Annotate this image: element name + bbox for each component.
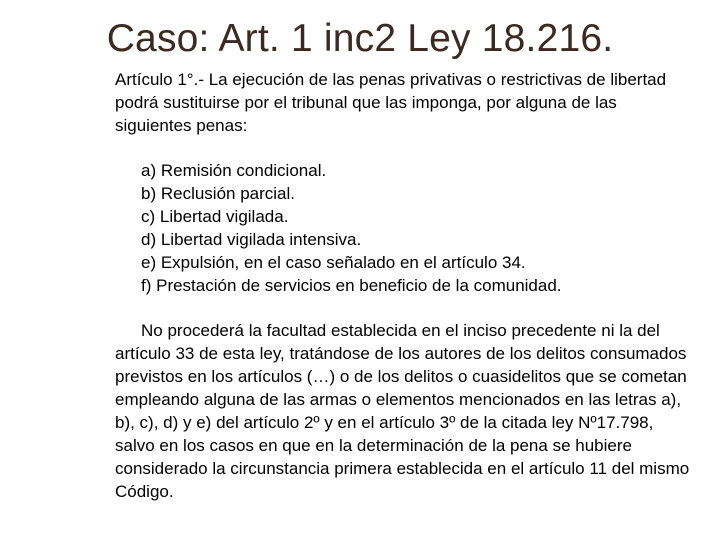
list-item-a: a) Remisión condicional. bbox=[141, 161, 327, 180]
list-item-f: f) Prestación de servicios en beneficio de la comunidad. bbox=[141, 276, 562, 295]
slide-title: Caso: Art. 1 inc2 Ley 18.216. bbox=[106, 17, 614, 60]
closing-paragraph: No procederá la facultad establecida en el inciso precedente ni la del artículo 33 de esta ley, tratándose de los autores de los delitos consumados previstos en los artículos (…) o de los delitos o cuasidelitos que se cometan empleando alguna de las armas o elementos mencionados en las letras a), b), c), d) y e) del artículo 2º y en el artículo 3º de la citada ley Nº17.798, salvo en los casos en que en la determinación de la pena se hubiere considerado la circunstancia primera establecida en el artículo 11 del mismo Código. bbox=[115, 321, 690, 501]
list-item-e: e) Expulsión, en el caso señalado en el artículo 34. bbox=[141, 253, 526, 272]
intro-paragraph: Artículo 1°.- La ejecución de las penas privativas o restrictivas de libertad podrá sustituirse por el tribunal que las imponga, por alguna de las siguientes penas: bbox=[115, 70, 667, 135]
penalty-list bbox=[115, 159, 695, 297]
slide-content bbox=[115, 68, 695, 503]
list-item-d: d) Libertad vigilada intensiva. bbox=[141, 230, 362, 249]
list-item-c: c) Libertad vigilada. bbox=[141, 207, 289, 226]
list-item-b: b) Reclusión parcial. bbox=[141, 184, 296, 203]
